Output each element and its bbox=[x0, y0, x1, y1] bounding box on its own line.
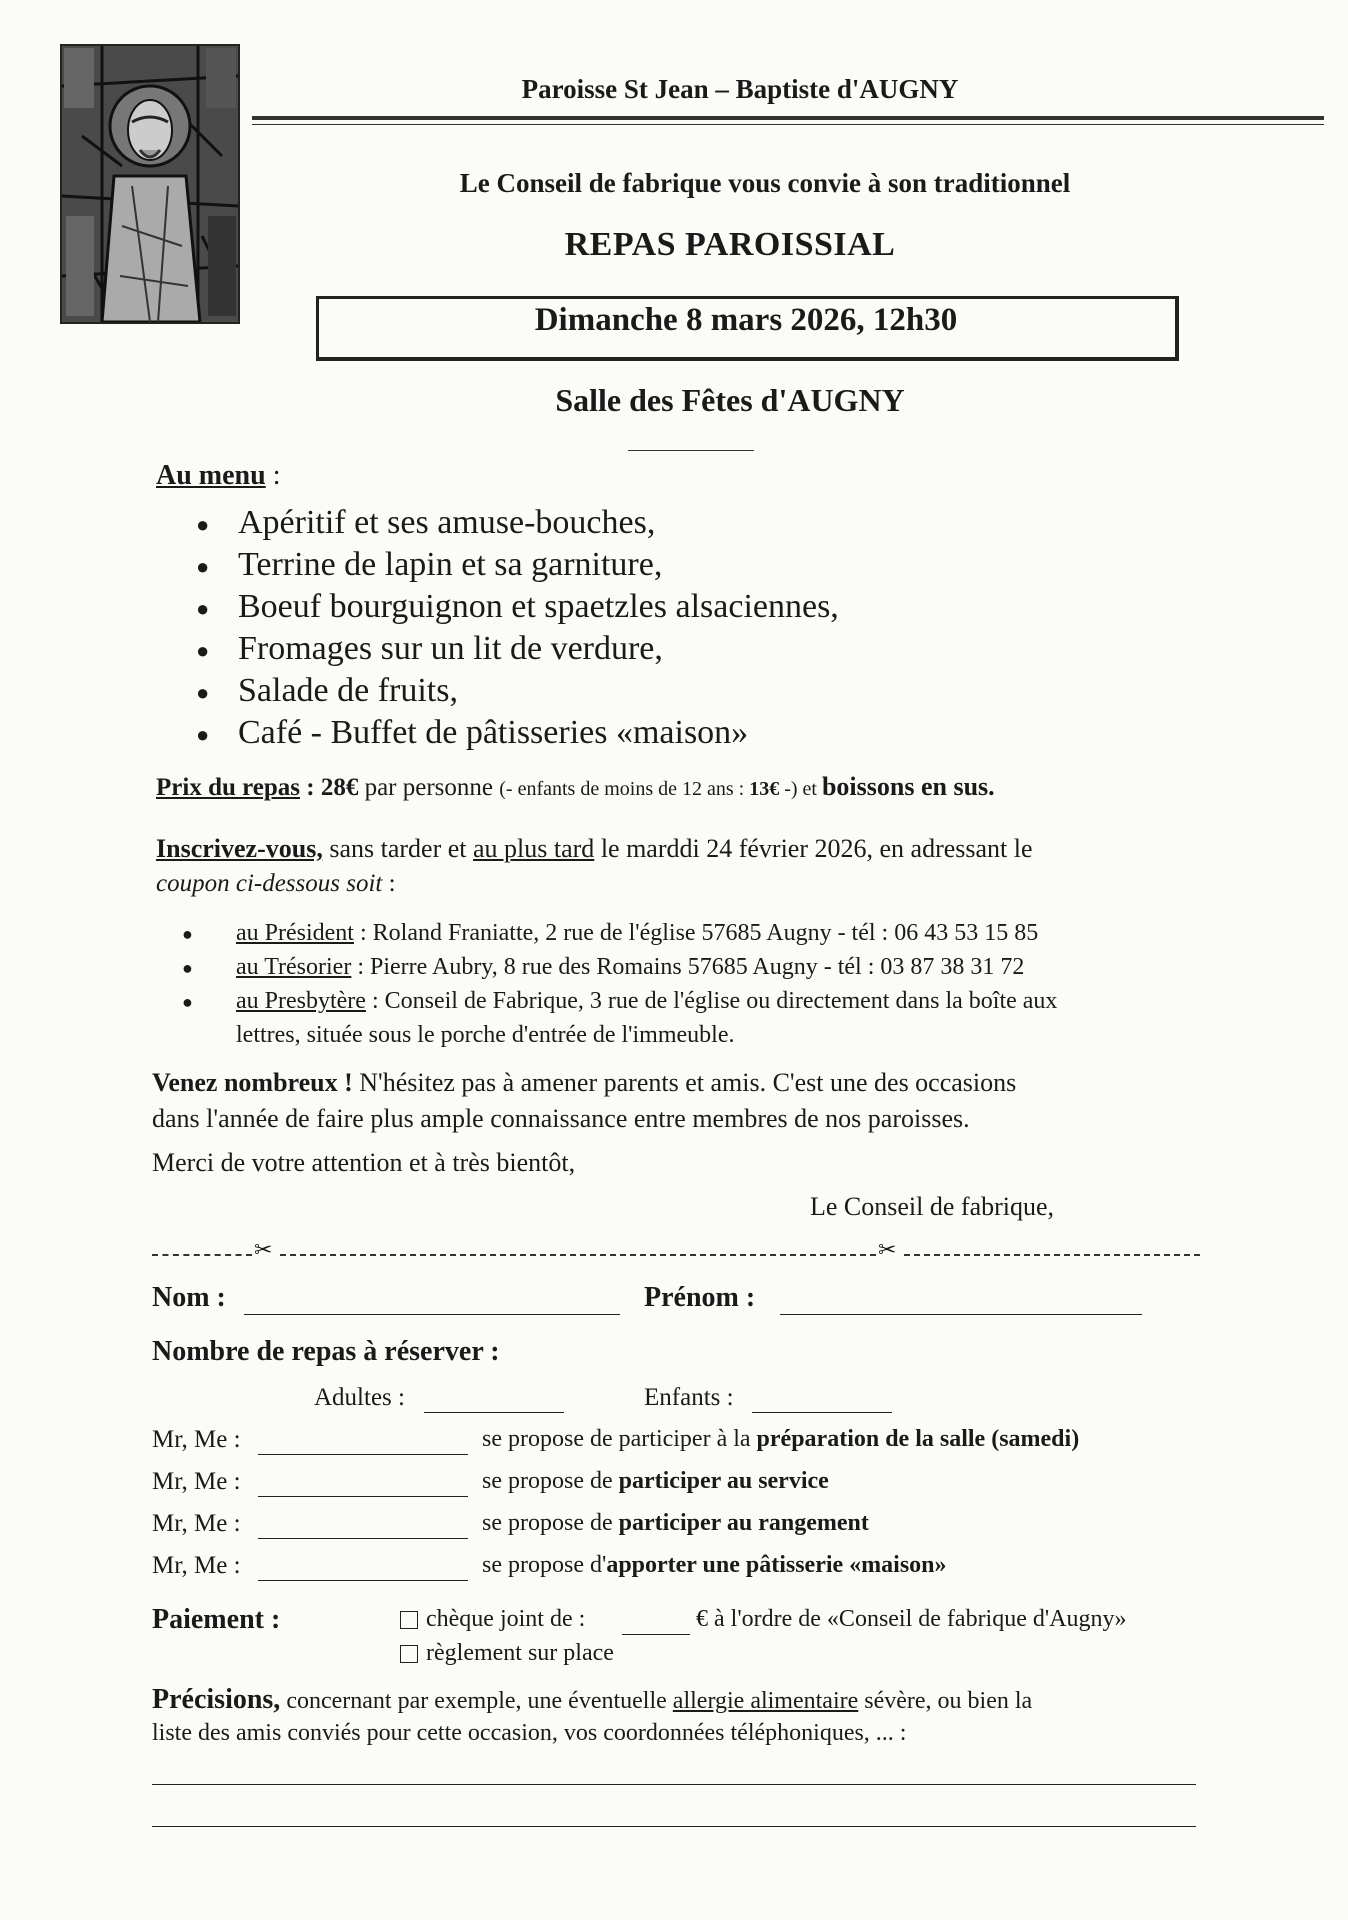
volunteer-role bbox=[482, 1510, 869, 1537]
contact-detail: Roland Franiatte, 2 rue de l'église 57685 Augny - tél : 06 43 53 15 85 bbox=[372, 920, 1039, 946]
prenom-field[interactable] bbox=[780, 1314, 1142, 1315]
volunteer-role bbox=[482, 1468, 829, 1495]
menu-item-text: Terrine de lapin et sa garniture, bbox=[238, 546, 663, 583]
checkbox-icon[interactable] bbox=[400, 1611, 418, 1629]
contact-role: au Président bbox=[236, 920, 354, 946]
menu-item bbox=[196, 630, 663, 668]
menu-item bbox=[196, 588, 839, 626]
allergy-text: allergie alimentaire bbox=[672, 1688, 859, 1714]
price-amount: : 28€ bbox=[300, 774, 359, 801]
deadline-label: au plus tard bbox=[473, 834, 595, 863]
scissors-icon: ✂ bbox=[878, 1238, 897, 1263]
signature: Le Conseil de fabrique, bbox=[810, 1192, 1055, 1221]
menu-item-text: Apéritif et ses amuse-bouches, bbox=[238, 504, 656, 541]
nom-label: Nom : bbox=[152, 1282, 226, 1313]
volunteer-role-task: participer au rangement bbox=[618, 1510, 869, 1536]
dash-segment bbox=[904, 1254, 1200, 1256]
details-field-line[interactable] bbox=[152, 1784, 1196, 1785]
bullet-icon: ● bbox=[196, 680, 210, 706]
cheque-payee: € à l'ordre de «Conseil de fabrique d'Augny» bbox=[696, 1606, 1127, 1632]
registration-coupon-line bbox=[156, 870, 396, 898]
event-title: REPAS PAROISSIAL bbox=[564, 226, 896, 263]
volunteer-name-label: Mr, Me : bbox=[152, 1426, 241, 1453]
closing-text: N'hésitez pas à amener parents et amis. C'est une des occasions bbox=[352, 1068, 1017, 1097]
menu-item-text: Salade de fruits, bbox=[238, 672, 458, 709]
bullet-icon: ● bbox=[196, 596, 210, 622]
onsite-payment-label: règlement sur place bbox=[426, 1640, 614, 1666]
volunteer-name-label: Mr, Me : bbox=[152, 1510, 241, 1537]
volunteer-role-text: se propose de participer à la bbox=[482, 1426, 757, 1452]
details-line bbox=[152, 1684, 1032, 1716]
price-per-person: par personne bbox=[358, 774, 500, 801]
contact-presbytery bbox=[182, 988, 1057, 1015]
volunteer-role-text: se propose d' bbox=[482, 1552, 607, 1578]
separator-rule bbox=[628, 450, 754, 451]
contact-detail: Conseil de Fabrique, 3 rue de l'église ou directement dans la boîte aux bbox=[384, 988, 1058, 1014]
volunteer-role-text: se propose de bbox=[482, 1510, 619, 1536]
cut-line bbox=[152, 1238, 1200, 1266]
contact-presbytery-cont: lettres, située sous le porche d'entrée de l'immeuble. bbox=[236, 1022, 735, 1048]
contact-president bbox=[182, 920, 1038, 947]
volunteer-name-label: Mr, Me : bbox=[152, 1552, 241, 1579]
scissors-icon: ✂ bbox=[254, 1238, 273, 1263]
menu-item bbox=[196, 714, 748, 752]
menu-title: Au menu bbox=[156, 460, 266, 491]
parish-name: Paroisse St Jean – Baptiste d'AUGNY bbox=[521, 74, 959, 104]
menu-item-text: Café - Buffet de pâtisseries «maison» bbox=[238, 714, 749, 751]
header-rule-thin bbox=[252, 124, 1324, 125]
cheque-label: chèque joint de : bbox=[426, 1606, 586, 1632]
coupon-colon: : bbox=[382, 870, 396, 897]
event-date: Dimanche 8 mars 2026, 12h30 bbox=[534, 302, 958, 338]
menu-item-text: Boeuf bourguignon et spaetzles alsaciennes, bbox=[238, 588, 839, 625]
contact-separator: : bbox=[365, 988, 385, 1014]
stained-glass-logo bbox=[60, 44, 240, 324]
payment-label: Paiement : bbox=[152, 1604, 281, 1635]
menu-colon: : bbox=[265, 460, 281, 491]
volunteer-name-label: Mr, Me : bbox=[152, 1468, 241, 1495]
price-children-amount: 13€ bbox=[749, 778, 780, 800]
nom-field[interactable] bbox=[244, 1314, 620, 1315]
contact-treasurer bbox=[182, 954, 1024, 981]
volunteer-role bbox=[482, 1426, 1079, 1453]
coupon-text: coupon ci-dessous soit bbox=[156, 870, 383, 897]
bullet-icon: ● bbox=[196, 554, 210, 580]
adults-label: Adultes : bbox=[314, 1384, 405, 1411]
adults-field[interactable] bbox=[424, 1412, 564, 1413]
checkbox-icon[interactable] bbox=[400, 1645, 418, 1663]
bullet-icon: ● bbox=[196, 638, 210, 664]
details-field-line[interactable] bbox=[152, 1826, 1196, 1827]
closing-callout: Venez nombreux ! bbox=[152, 1068, 353, 1097]
cheque-option[interactable] bbox=[400, 1606, 585, 1633]
menu-item bbox=[196, 546, 662, 584]
price-children-end: -) et bbox=[779, 778, 822, 800]
registration-label: Inscrivez-vous, bbox=[156, 834, 323, 863]
stained-glass-image bbox=[62, 46, 238, 322]
price-line bbox=[156, 772, 1316, 802]
event-venue: Salle des Fêtes d'AUGNY bbox=[555, 382, 905, 418]
closing-line-2: dans l'année de faire plus ample connaissance entre membres de nos paroisses. bbox=[152, 1104, 970, 1133]
children-field[interactable] bbox=[752, 1412, 892, 1413]
details-text-end: sévère, ou bien la bbox=[858, 1688, 1033, 1714]
volunteer-role-text: se propose de bbox=[482, 1468, 619, 1494]
menu-item bbox=[196, 672, 458, 710]
details-label: Précisions, bbox=[152, 1684, 281, 1715]
contact-role: au Presbytère bbox=[236, 988, 366, 1014]
bullet-icon: ● bbox=[182, 992, 193, 1012]
dash-segment bbox=[280, 1254, 876, 1256]
registration-text: sans tarder et bbox=[322, 834, 473, 863]
prenom-label: Prénom : bbox=[644, 1282, 756, 1313]
volunteer-name-field[interactable] bbox=[258, 1580, 468, 1581]
volunteer-role-task: préparation de la salle (samedi) bbox=[756, 1426, 1080, 1452]
contact-detail: Pierre Aubry, 8 rue des Romains 57685 Augny - tél : 03 87 38 31 72 bbox=[370, 954, 1025, 980]
cheque-amount-field[interactable] bbox=[622, 1634, 690, 1635]
bullet-icon: ● bbox=[182, 958, 193, 978]
volunteer-role-task: participer au service bbox=[618, 1468, 829, 1494]
closing-line bbox=[152, 1068, 1016, 1098]
price-label: Prix du repas bbox=[156, 774, 300, 801]
volunteer-name-field[interactable] bbox=[258, 1538, 468, 1539]
details-text: concernant par exemple, une éventuelle bbox=[280, 1688, 673, 1714]
menu-item-text: Fromages sur un lit de verdure, bbox=[238, 630, 663, 667]
menu-heading bbox=[156, 460, 280, 492]
header-rule bbox=[252, 116, 1324, 120]
children-label: Enfants : bbox=[644, 1384, 734, 1411]
dash-segment bbox=[152, 1254, 252, 1256]
thanks-line: Merci de votre attention et à très bientôt, bbox=[152, 1148, 576, 1177]
registration-line bbox=[156, 834, 1033, 864]
meals-count-label: Nombre de repas à réserver : bbox=[152, 1336, 500, 1367]
price-drinks: boissons en sus. bbox=[821, 772, 995, 801]
bullet-icon: ● bbox=[182, 924, 193, 944]
bullet-icon: ● bbox=[196, 722, 210, 748]
volunteer-role bbox=[482, 1552, 947, 1579]
volunteer-name-field[interactable] bbox=[258, 1454, 468, 1455]
price-children: (- enfants de moins de 12 ans : bbox=[499, 778, 750, 800]
bullet-icon: ● bbox=[196, 512, 210, 538]
invitation-line: Le Conseil de fabrique vous convie à son traditionnel bbox=[459, 168, 1071, 198]
details-line-2: liste des amis conviés pour cette occasion, vos coordonnées téléphoniques, ... : bbox=[152, 1720, 907, 1746]
contact-role: au Trésorier bbox=[236, 954, 352, 980]
contact-separator: : bbox=[351, 954, 370, 980]
volunteer-name-field[interactable] bbox=[258, 1496, 468, 1497]
contact-separator: : bbox=[353, 920, 373, 946]
menu-item bbox=[196, 504, 655, 542]
registration-deadline: le marddi 24 février 2026, en adressant le bbox=[594, 834, 1033, 863]
onsite-payment-option[interactable] bbox=[400, 1640, 614, 1667]
volunteer-role-task: apporter une pâtisserie «maison» bbox=[606, 1552, 947, 1578]
